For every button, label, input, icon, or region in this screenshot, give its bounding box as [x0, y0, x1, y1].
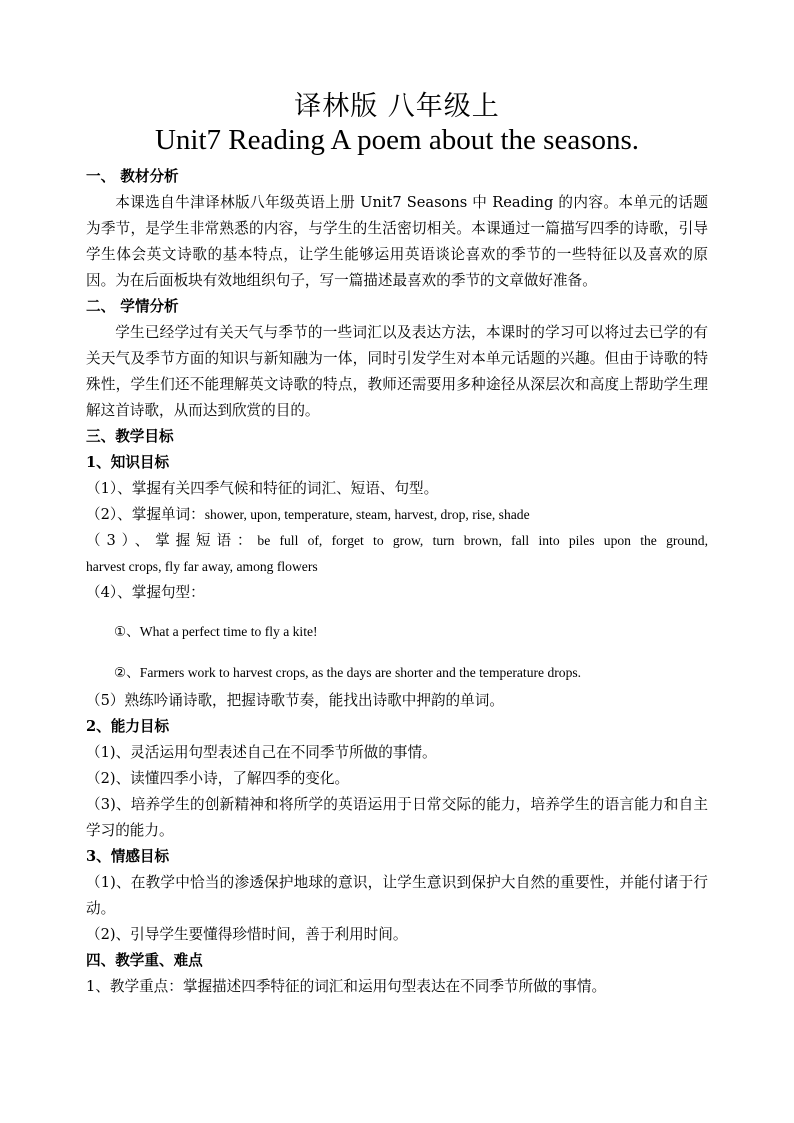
knowledge-item-1: （1）、掌握有关四季气候和特征的词汇、短语、句型。	[86, 480, 439, 497]
document-body	[86, 164, 708, 1000]
knowledge-item-2-label: （2）、掌握单词：	[86, 506, 205, 523]
knowledge-item-5: （5）熟练吟诵诗歌，把握诗歌节奏，能找出诗歌中押韵的单词。	[86, 692, 504, 709]
subheading-emotion: 3、情感目标	[86, 848, 170, 865]
key-points-item-1: 1、教学重点：掌握描述四季特征的词汇和运用句型表达在不同季节所做的事情。	[86, 978, 607, 995]
emotion-item-1: （1)、在教学中恰当的渗透保护地球的意识，让学生意识到保护大自然的重要性，并能付诸于行动。	[86, 874, 708, 917]
section-heading-objectives: 三、教学目标	[86, 428, 174, 445]
ability-item-2: （2)、读懂四季小诗，了解四季的变化。	[86, 770, 350, 787]
sentence-pattern-2: ②、Farmers work to harvest crops, as the days are shorter and the temperature drops.	[114, 665, 582, 680]
section-heading-materials: 一、 教材分析	[86, 168, 179, 185]
knowledge-item-3-line1	[86, 528, 708, 554]
knowledge-item-4: （4）、掌握句型：	[86, 584, 205, 601]
knowledge-item-3-phrases: be full of, forget to grow, turn brown, fall into piles upon the ground,	[257, 533, 708, 548]
students-paragraph: 学生已经学过有关天气与季节的一些词汇以及表达方法，本课时的学习可以将过去已学的有关天气及季节方面的知识与新知融为一体，同时引发学生对本单元话题的兴趣。但由于诗歌的特殊性，学生们还不能理解英文诗歌的特点，教师还需要用多种途径从深层次和高度上帮助学生理解这首诗歌，从而达到欣赏的目的。	[86, 324, 708, 419]
emotion-item-2: （2)、引导学生要懂得珍惜时间，善于利用时间。	[86, 926, 408, 943]
ability-item-3: （3)、培养学生的创新精神和将所学的英语运用于日常交际的能力，培养学生的语言能力和自主学习的能力。	[86, 796, 708, 839]
materials-paragraph: 本课选自牛津译林版八年级英语上册 Unit7 Seasons 中 Reading 的内容。本单元的话题为季节，是学生非常熟悉的内容，与学生的生活密切相关。本课通过一篇描写四季的诗歌，引导学生体会英文诗歌的基本特点，让学生能够运用英语谈论喜欢的季节的一些特征以及喜欢的原因。为在后面板块有效地组织句子，写一篇描述最喜欢的季节的文章做好准备。	[86, 194, 708, 289]
knowledge-item-3-label: （3）、掌握短语：	[86, 532, 258, 549]
section-heading-key-points: 四、教学重、难点	[86, 952, 203, 969]
knowledge-item-3-line2: harvest crops, fly far away, among flowers	[86, 559, 318, 574]
ability-item-1: （1)、灵活运用句型表述自己在不同季节所做的事情。	[86, 744, 437, 761]
sentence-pattern-1: ①、What a perfect time to fly a kite!	[114, 624, 318, 639]
knowledge-item-2-words: shower, upon, temperature, steam, harvest, drop, rise, shade	[204, 507, 530, 522]
section-heading-students: 二、 学情分析	[86, 298, 179, 315]
subheading-knowledge: 1、知识目标	[86, 454, 170, 471]
document-title-en: Unit7 Reading A poem about the seasons.	[154, 124, 640, 156]
knowledge-item-2	[86, 502, 708, 528]
document-title-cn: 译林版 八年级上	[294, 91, 500, 122]
subheading-ability: 2、能力目标	[86, 718, 170, 735]
